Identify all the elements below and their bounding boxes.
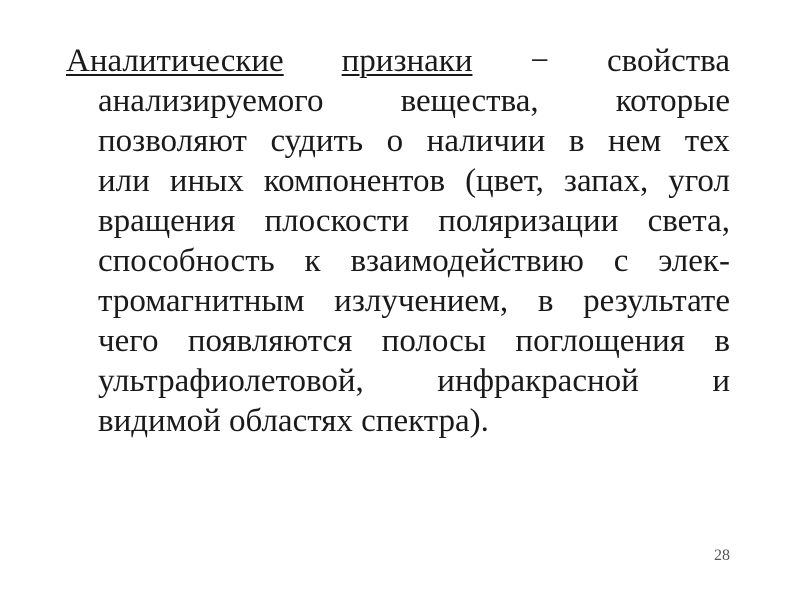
- word: запах,: [563, 163, 649, 199]
- word: в: [714, 323, 730, 359]
- word: света,: [647, 203, 730, 239]
- word: иных: [169, 163, 244, 199]
- text-line-7: [98, 281, 730, 321]
- word: элек-: [658, 243, 730, 279]
- word: компонентов: [263, 163, 446, 199]
- word: которые: [615, 83, 730, 119]
- word: или: [98, 163, 150, 199]
- word: (цвет,: [465, 163, 544, 199]
- word: областях: [229, 403, 353, 439]
- text-line-3: [98, 121, 730, 161]
- word: и: [712, 363, 730, 399]
- word: чего: [98, 323, 159, 359]
- word: свойства: [606, 43, 730, 79]
- word: взаимодействию: [350, 243, 584, 279]
- word: видимой: [98, 403, 221, 439]
- word: с: [613, 243, 629, 279]
- word: угол: [668, 163, 730, 199]
- word: излучением,: [334, 283, 509, 319]
- word: анализируемого: [98, 83, 324, 119]
- word: в: [537, 283, 554, 319]
- word: к: [304, 243, 321, 279]
- word: ультрафиолетовой,: [98, 363, 364, 399]
- word: нем: [608, 123, 662, 159]
- dash: −: [530, 43, 550, 79]
- word: поглощения: [515, 323, 685, 359]
- term-word-2: признаки: [341, 43, 473, 79]
- page-number: 28: [714, 547, 730, 564]
- word: в: [568, 123, 585, 159]
- text-line-2: [98, 81, 730, 121]
- word: о: [386, 123, 404, 159]
- text-line-9: [98, 361, 730, 401]
- text-line-6: [98, 241, 730, 281]
- word: тех: [684, 123, 730, 159]
- word: тромагнитным: [98, 283, 305, 319]
- text-line-4: [98, 161, 730, 201]
- word: плоскости: [264, 203, 409, 239]
- text-line-8: [98, 321, 730, 361]
- text-line-10: [98, 401, 730, 441]
- word: наличии: [426, 123, 546, 159]
- text-line-1: [66, 41, 730, 81]
- term-word-1: Аналитические: [66, 43, 284, 79]
- word: результате: [583, 283, 730, 319]
- word: вещества,: [400, 83, 539, 119]
- text-line-5: [98, 201, 730, 241]
- word: полосы: [381, 323, 486, 359]
- word: поляризации: [438, 203, 619, 239]
- word: спектра).: [361, 403, 489, 439]
- word: вращения: [98, 203, 236, 239]
- word: судить: [270, 123, 364, 159]
- word: появляются: [187, 323, 353, 359]
- word: инфракрасной: [437, 363, 639, 399]
- word: позволяют: [98, 123, 247, 159]
- word: способность: [98, 243, 275, 279]
